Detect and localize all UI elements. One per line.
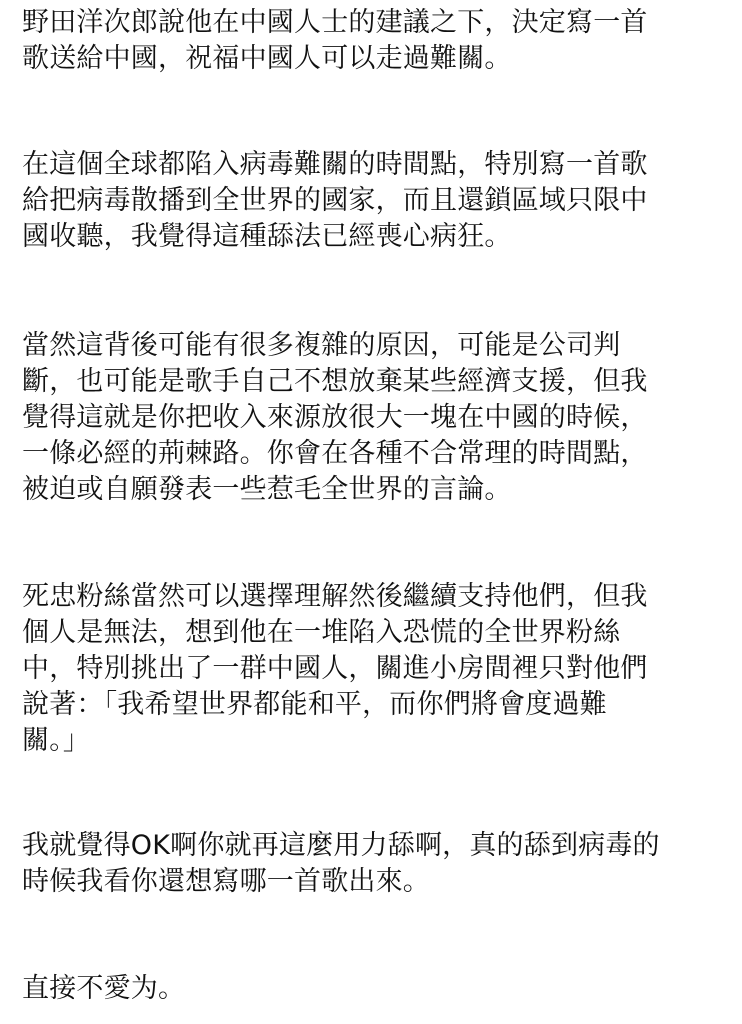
paragraph-2: 在這個全球都陷入病毒難關的時間點，特別寫一首歌 給把病毒散播到全世界的國家，而且還鎖區域只限中 國收聽，我覺得這種舔法已經喪心病狂。 [22, 149, 648, 252]
paragraph-6: 直接不愛为。 [22, 973, 186, 1004]
paragraph-3: 當然這背後可能有很多複雜的原因，可能是公司判 斷，也可能是歌手自己不想放棄某些經濟支援，但我 覺得這就是你把收入來源放很大一塊在中國的時候， 一條必經的荊棘路。你會在各種不合常理的時間點， 被迫或自願發表一些惹毛全世界的言論。 [22, 330, 648, 505]
paragraph-5: 我就覺得OK啊你就再這麼用力舔啊，真的舔到病毒的 時候我看你還想寫哪一首歌出來。 [22, 830, 660, 897]
paragraph-4: 死忠粉絲當然可以選擇理解然後繼續支持他們，但我 個人是無法，想到他在一堆陷入恐慌的全世界粉絲 中，特別挑出了一群中國人，關進小房間裡只對他們 說著：「我希望世界都能和平，而你們將會度過難 關。」 [22, 581, 648, 756]
paragraph-1: 野田洋次郎說他在中國人士的建議之下，決定寫一首 歌送給中國，祝福中國人可以走過難關。 [22, 7, 648, 74]
document-body [22, 0, 722, 1024]
